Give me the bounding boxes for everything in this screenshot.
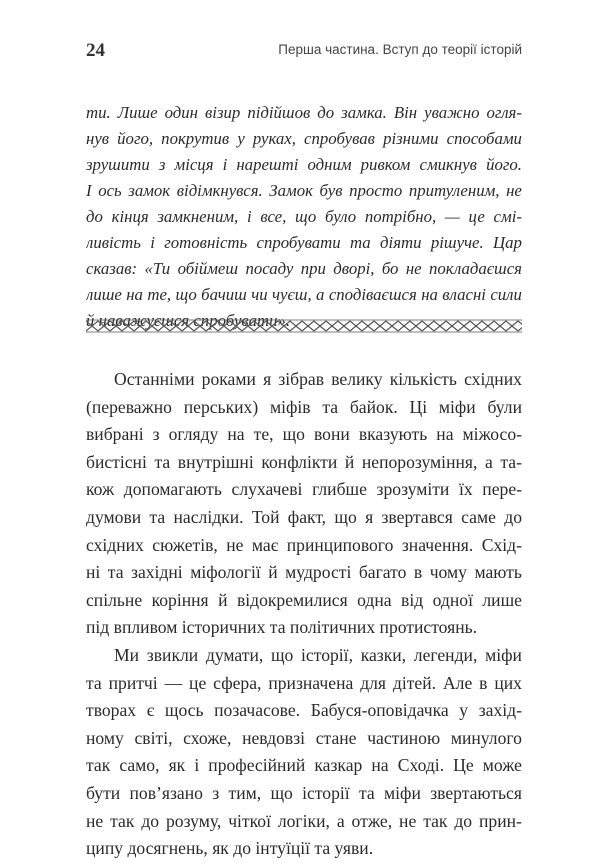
- text-line: зрушити з місця і нарешті одним ривком смикнув його.: [86, 155, 522, 174]
- ornament-segment: [278, 321, 302, 331]
- text-line: східних сюжетів, не має принципового значення. Схід-: [86, 534, 522, 555]
- text-line: бути пов’язано з тим, що історії та міфи звертаються: [86, 782, 522, 803]
- ornament-segment: [518, 321, 522, 331]
- ornament-segment: [110, 321, 134, 331]
- text-line: сказав: «Ти обіймеш посаду при дворі, бо не покладаєшся: [86, 259, 522, 278]
- ornament-segment: [494, 321, 518, 331]
- text-line: лише на те, що бачиш чи чуєш, а сподіваєшся на власні сили: [86, 285, 522, 304]
- text-line: ти. Лише один візир підійшов до замка. Він уважно огля-: [86, 103, 522, 122]
- ornament-segment: [446, 321, 470, 331]
- text-line: І ось замок відімкнувся. Замок був просто притуленим, не: [86, 181, 522, 200]
- running-head: Перша частина. Вступ до теорії історій: [278, 42, 522, 57]
- text-line: Останніми роками я зібрав велику кількість східних: [114, 369, 522, 389]
- text-line: та притчі — це сфера, призначена для дітей. Але в цих: [86, 672, 522, 693]
- text-line: ному світі, схоже, невдовзі стане частиною минулого: [86, 727, 522, 748]
- italic-quote-block: [86, 100, 522, 334]
- ornament-segment: [230, 321, 254, 331]
- text-line: так само, як і професійний казкар на Сході. Це може: [86, 755, 522, 776]
- ornament-segment: [470, 321, 494, 331]
- ornament-segment: [254, 321, 278, 331]
- text-line: нув його, покрутив у руках, спробував різними способами: [86, 129, 522, 148]
- text-line: кож допомагають слухачеві глибше зрозуміти їх пере-: [86, 479, 522, 500]
- ornament-segment: [326, 321, 350, 331]
- text-line: до кінця замкненим, і все, що було потрібно, — це смі-: [86, 207, 522, 226]
- text-line: ні та західні міфології й мудрості багато в чому мають: [86, 562, 522, 583]
- text-line: ливість і готовність спробувати та діяти рішуче. Цар: [86, 233, 522, 252]
- text-line: спільне коріння й відокремилися одна від одної лише: [86, 589, 522, 610]
- ornament-segment: [182, 321, 206, 331]
- page-number: 24: [86, 40, 105, 61]
- ornament-segment: [350, 321, 374, 331]
- ornament-segment: [134, 321, 158, 331]
- text-line: не так до розуму, чіткої логіки, а отже, не так до прин-: [86, 810, 522, 831]
- text-line: ципу досягнень, як до інтуїції та уяви.: [86, 838, 374, 859]
- ornament-segment: [86, 321, 110, 331]
- ornament-segment: [158, 321, 182, 331]
- ornament-segment: [422, 321, 446, 331]
- ornament-segment: [302, 321, 326, 331]
- text-line: бистісні та внутрішні конфлікти й непорозуміння, а та-: [86, 451, 522, 472]
- text-line: й наважуєшся спробувати».: [86, 311, 291, 330]
- text-line: (переважно перських) міфів та байок. Ці міфи були: [86, 396, 522, 417]
- body-text: [86, 366, 522, 863]
- text-line: думови та наслідки. Той факт, що я звертався саме до: [86, 506, 522, 527]
- ornament-segment: [374, 321, 398, 331]
- decorative-divider-icon: [86, 318, 522, 334]
- text-line: під впливом історичних та політичних протистоянь.: [86, 617, 478, 638]
- ornament-segment: [398, 321, 422, 331]
- text-line: вибрані з огляду на те, що вони вказують на міжосо-: [86, 424, 522, 445]
- text-line: творах є щось позачасове. Бабуся-оповідачка у захід-: [86, 700, 522, 721]
- text-line: Ми звикли думати, що історії, казки, легенди, міфи: [114, 644, 522, 665]
- ornament-segment: [206, 321, 230, 331]
